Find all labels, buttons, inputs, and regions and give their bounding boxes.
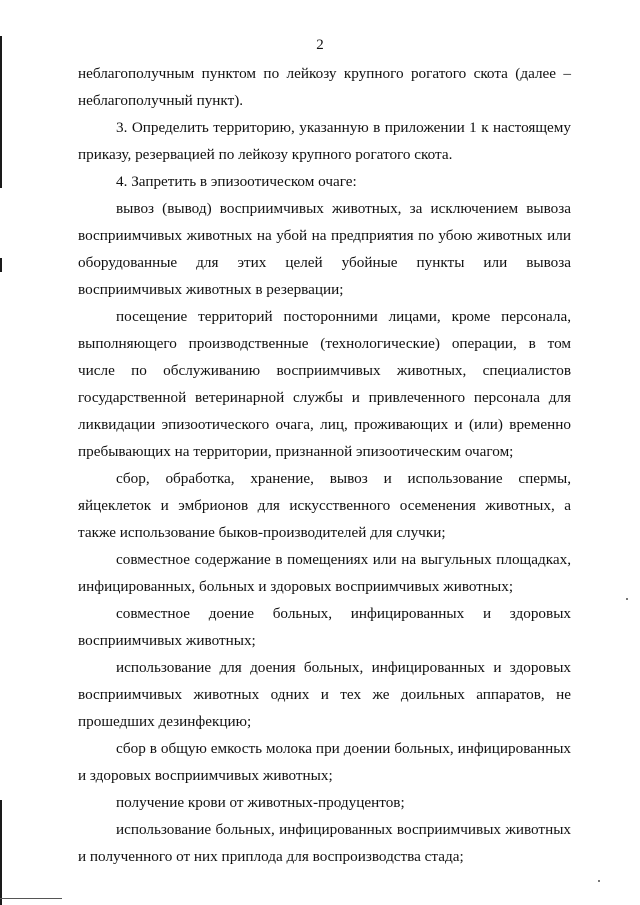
- scan-edge-mark: [0, 36, 2, 188]
- page-number: 2: [316, 37, 324, 53]
- paragraph-prohibition: вывоз (вывод) восприимчивых животных, за исключением вывоза восприимчивых животных на убой на предприятия по убою животных или оборудованные для этих целей убойные пункты или вывоза восприимчивых животных в резервации;: [78, 200, 571, 298]
- paragraph-item-4: 4. Запретить в эпизоотическом очаге:: [116, 173, 357, 190]
- scan-speck: [598, 880, 600, 882]
- paragraph-item-3: 3. Определить территорию, указанную в приложении 1 к настоящему приказу, резервацией по лейкозу крупного рогатого скота.: [78, 119, 571, 163]
- paragraph-prohibition: сбор в общую емкость молока при доении больных, инфицированных и здоровых восприимчивых животных;: [78, 740, 571, 784]
- paragraph-continuation: неблагополучным пунктом по лейкозу крупного рогатого скота (далее – неблагополучный пункт).: [78, 65, 571, 109]
- paragraph-prohibition: совместное содержание в помещениях или на выгульных площадках, инфицированных, больных и здоровых восприимчивых животных;: [78, 551, 571, 595]
- scan-edge-mark: [0, 800, 2, 905]
- paragraph-prohibition: использование для доения больных, инфицированных и здоровых восприимчивых животных одних и тех же доильных аппаратов, не прошедших дезинфекцию;: [78, 659, 571, 730]
- paragraph-prohibition: совместное доение больных, инфицированных и здоровых восприимчивых животных;: [78, 605, 571, 649]
- scan-edge-mark: [0, 898, 62, 899]
- scan-speck: [626, 598, 628, 600]
- document-body: [78, 60, 571, 870]
- scan-edge-mark: [0, 258, 2, 272]
- paragraph-prohibition: сбор, обработка, хранение, вывоз и использование спермы, яйцеклеток и эмбрионов для искусственного осеменения животных, а также использование быков-производителей для случки;: [78, 470, 571, 541]
- paragraph-prohibition: получение крови от животных-продуцентов;: [116, 794, 405, 811]
- paragraph-prohibition: использование больных, инфицированных восприимчивых животных и полученного от них приплода для воспроизводства стада;: [78, 821, 571, 865]
- paragraph-prohibition: посещение территорий посторонними лицами, кроме персонала, выполняющего производственные (технологические) операции, в том числе по обслуживанию восприимчивых животных, специалистов государственной ветеринарной службы и привлеченного персонала для ликвидации эпизоотического очага, лиц, проживающих и (или) временно пребывающих на территории, признанной эпизоотическим очагом;: [78, 308, 571, 460]
